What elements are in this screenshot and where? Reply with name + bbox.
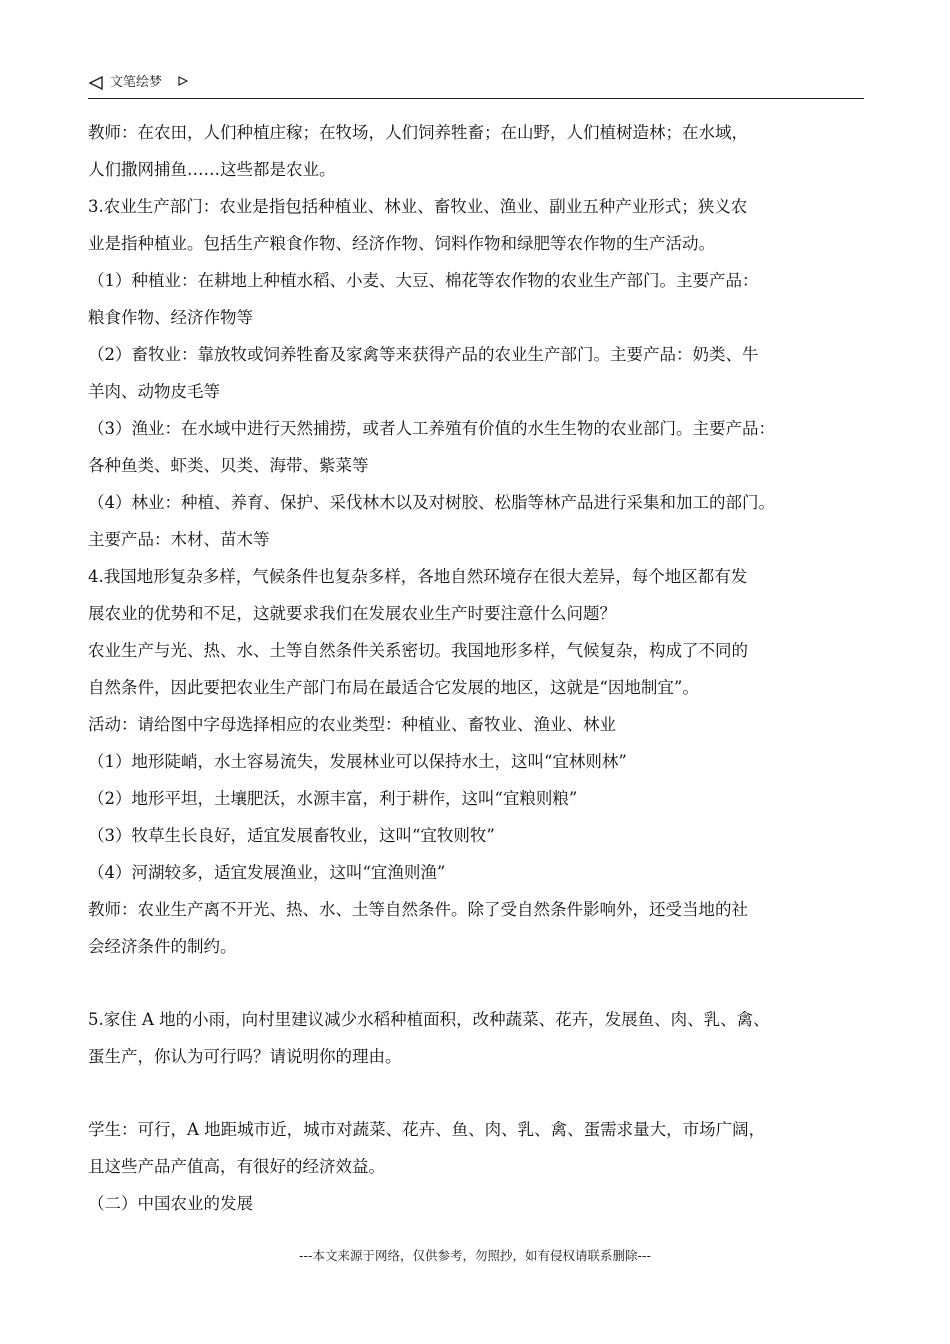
triangle-left-outline-icon (88, 75, 104, 91)
text-line: 活动：请给图中字母选择相应的农业类型：种植业、畜牧业、渔业、林业 (88, 715, 616, 734)
text-line: 会经济条件的制约。 (88, 937, 237, 956)
text-line: 自然条件，因此要把农业生产部门布局在最适合它发展的地区，这就是“因地制宜”。 (88, 678, 699, 697)
text-line: （2）地形平坦，土壤肥沃，水源丰富，利于耕作，这叫“宜粮则粮” (88, 789, 578, 808)
text-line: 各种鱼类、虾类、贝类、海带、紫菜等 (88, 456, 369, 475)
text-line: 4.我国地形复杂多样，气候条件也复杂多样，各地自然环境存在很大差异，每个地区都有发 (88, 567, 748, 586)
text-line: 羊肉、动物皮毛等 (88, 382, 220, 401)
text-line: 业是指种植业。包括生产粮食作物、经济作物、饲料作物和绿肥等农作物的生产活动。 (88, 234, 715, 253)
text-line: （4）河湖较多，适宜发展渔业，这叫“宜渔则渔” (88, 863, 446, 882)
text-line: 人们撒网捕鱼……这些都是农业。 (88, 160, 336, 179)
blank-line (88, 965, 868, 1001)
footer-disclaimer: ---本文来源于网络，仅供参考，勿照抄，如有侵权请联系删除--- (298, 1248, 652, 1263)
page-header (88, 72, 864, 99)
section-heading: （二）中国农业的发展 (88, 1194, 253, 1213)
text-line: （2）畜牧业：靠放牧或饲养牲畜及家禽等来获得产品的农业生产部门。主要产品：奶类、牛 (88, 345, 759, 364)
text-line: （4）林业：种植、养育、保护、采伐林木以及对树胶、松脂等林产品进行采集和加工的部门。 (88, 493, 775, 512)
text-line: 展农业的优势和不足，这就要求我们在发展农业生产时要注意什么问题？ (88, 604, 616, 623)
text-line: （3）渔业：在水域中进行天然捕捞，或者人工养殖有价值的水生生物的农业部门。主要产品： (88, 419, 775, 438)
text-line: 且这些产品产值高，有很好的经济效益。 (88, 1157, 385, 1176)
text-line: 蛋生产，你认为可行吗？请说明你的理由。 (88, 1047, 402, 1066)
blank-line (88, 1075, 868, 1111)
text-line: 主要产品：木材、苗木等 (88, 530, 270, 549)
text-line: 农业生产与光、热、水、土等自然条件关系密切。我国地形多样，气候复杂，构成了不同的 (88, 641, 748, 660)
header-title: 文笔绘梦 (110, 75, 163, 90)
text-line: 教师：农业生产离不开光、热、水、土等自然条件。除了受自然条件影响外，还受当地的社 (88, 900, 748, 919)
text-line: 5.家住 A 地的小雨，向村里建议减少水稻种植面积，改种蔬菜、花卉，发展鱼、肉、乳、禽、 (88, 1010, 770, 1029)
text-line: （1）地形陡峭，水土容易流失，发展林业可以保持水土，这叫“宜林则林” (88, 752, 627, 771)
text-line: 3.农业生产部门：农业是指包括种植业、林业、畜牧业、渔业、副业五种产业形式；狭义农 (88, 197, 748, 216)
text-line: 学生：可行，A 地距城市近，城市对蔬菜、花卉、鱼、肉、乳、禽、蛋需求量大，市场广阔， (88, 1120, 766, 1139)
text-line: （3）牧草生长良好，适宜发展畜牧业，这叫“宜牧则牧” (88, 826, 495, 845)
text-line: （1）种植业：在耕地上种植水稻、小麦、大豆、棉花等农作物的农业生产部门。主要产品： (88, 271, 759, 290)
text-line: 教师：在农田，人们种植庄稼；在牧场，人们饲养牲畜；在山野，人们植树造林；在水域， (88, 123, 748, 142)
text-line: 粮食作物、经济作物等 (88, 308, 253, 327)
triangle-right-outline-icon (178, 76, 188, 86)
document-body (88, 114, 868, 1222)
